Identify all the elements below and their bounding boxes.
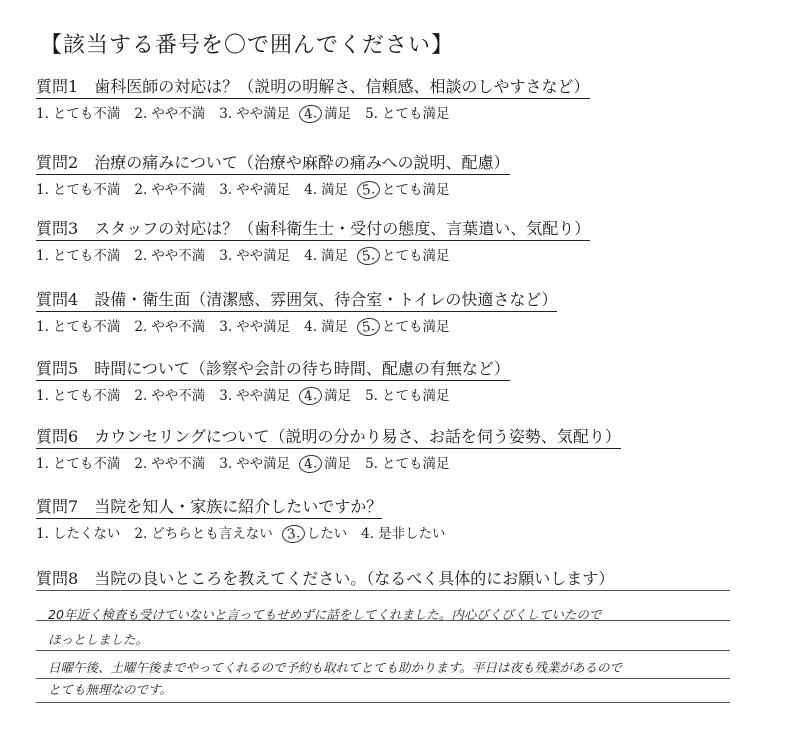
question-number: 質問1 [36, 77, 79, 96]
handwritten-line: ほっとしました。 [48, 632, 149, 647]
question-text: 歯科医師の対応は？（説明の明解さ、信頼感、相談のしやすさなど） [94, 77, 590, 96]
answer-option[interactable] [134, 315, 205, 335]
option-label: 満足 [324, 456, 352, 472]
option-number: 5. [356, 245, 381, 266]
answer-options [36, 102, 696, 123]
option-number: 4. [298, 385, 323, 406]
question-number: 質問6 [36, 427, 79, 446]
question-1 [36, 74, 696, 123]
answer-option[interactable] [36, 384, 120, 404]
answer-options [36, 315, 696, 336]
answer-line [36, 678, 730, 679]
option-number: 4. [298, 103, 323, 124]
question-text: カウンセリングについて（説明の分かり易さ、お話を伺う姿勢、気配り） [94, 427, 621, 446]
answer-line [36, 590, 730, 591]
answer-options [36, 384, 696, 405]
question-text: 治療の痛みについて（治療や麻酔の痛みへの説明、配慮） [94, 153, 510, 172]
answer-option[interactable] [361, 522, 445, 542]
option-label: とても不満 [52, 248, 121, 264]
question-5 [36, 356, 696, 405]
option-number: 2. [134, 526, 148, 542]
answer-option[interactable] [134, 522, 272, 542]
question-text: 当院の良いところを教えてください。（なるべく具体的にお願いします） [94, 569, 615, 588]
option-label: やや不満 [151, 248, 206, 264]
option-number: 4. [304, 248, 318, 264]
option-label: とても満足 [381, 388, 450, 404]
option-number: 2. [134, 456, 148, 472]
question-number: 質問2 [36, 153, 79, 172]
option-number: 3. [219, 248, 233, 264]
question-3 [36, 216, 696, 265]
option-label: とても不満 [52, 106, 121, 122]
answer-line [36, 650, 730, 651]
answer-option-selected[interactable] [304, 102, 351, 123]
option-label: 満足 [324, 106, 352, 122]
answer-option-selected[interactable] [304, 384, 351, 405]
option-label: やや不満 [151, 456, 206, 472]
option-number: 1. [36, 526, 49, 542]
question-number: 質問4 [36, 290, 79, 309]
option-number: 1. [36, 388, 49, 404]
question-title [36, 287, 557, 312]
question-4 [36, 287, 696, 336]
answer-options [36, 522, 696, 543]
answer-option[interactable] [134, 102, 205, 122]
option-label: やや不満 [151, 388, 206, 404]
option-number: 1. [36, 319, 49, 335]
option-number: 5. [365, 388, 378, 404]
answer-option[interactable] [219, 315, 290, 335]
question-title [36, 494, 382, 519]
answer-option[interactable] [36, 244, 120, 264]
answer-option[interactable] [219, 178, 290, 198]
question-6 [36, 424, 696, 473]
option-label: やや不満 [151, 182, 206, 198]
page-title: 【該当する番号を〇で囲んでください】 [40, 33, 455, 58]
option-number: 5. [365, 456, 378, 472]
answer-option[interactable] [36, 315, 120, 335]
question-8 [36, 566, 696, 591]
question-7 [36, 494, 696, 543]
question-title [36, 424, 621, 449]
option-number: 5. [356, 179, 381, 200]
question-2 [36, 150, 696, 199]
option-number: 4. [298, 453, 323, 474]
option-label: やや満足 [236, 182, 291, 198]
answer-line [36, 702, 730, 703]
question-text: 当院を知人・家族に紹介したいですか？ [94, 497, 383, 516]
option-number: 2. [134, 248, 148, 264]
answer-option[interactable] [36, 452, 120, 472]
answer-option-selected[interactable] [362, 178, 449, 199]
option-label: とても不満 [52, 456, 121, 472]
answer-option[interactable] [304, 315, 348, 335]
option-number: 2. [134, 388, 148, 404]
option-number: 3. [219, 388, 233, 404]
option-label: 是非したい [378, 526, 446, 542]
question-title [36, 566, 614, 591]
option-number: 2. [134, 182, 148, 198]
answer-options [36, 244, 696, 265]
option-label: 満足 [321, 182, 349, 198]
answer-option-selected[interactable] [304, 452, 351, 473]
answer-option[interactable] [219, 384, 290, 404]
handwritten-line: とても無理なのです。 [48, 682, 173, 697]
answer-option[interactable] [134, 244, 205, 264]
option-label: やや不満 [151, 106, 206, 122]
answer-option[interactable] [219, 244, 290, 264]
question-number: 質問8 [36, 569, 79, 588]
question-text: 設備・衛生面（清潔感、雰囲気、待合室・トイレの快適さなど） [94, 290, 558, 309]
question-title [36, 150, 510, 175]
option-number: 3. [219, 106, 233, 122]
option-number: 3. [219, 456, 233, 472]
option-label: とても不満 [52, 319, 121, 335]
option-label: とても満足 [381, 106, 450, 122]
option-number: 3. [219, 319, 233, 335]
answer-option[interactable] [304, 244, 348, 264]
answer-option-selected[interactable] [287, 522, 347, 543]
option-label: したくない [52, 526, 121, 542]
answer-options [36, 178, 696, 199]
option-label: やや満足 [236, 456, 291, 472]
option-label: とても不満 [52, 182, 121, 198]
option-label: 満足 [324, 388, 352, 404]
answer-option[interactable] [36, 522, 120, 542]
option-number: 2. [134, 319, 148, 335]
option-label: とても満足 [381, 456, 450, 472]
option-label: やや満足 [236, 248, 291, 264]
option-number: 4. [361, 526, 375, 542]
answer-option[interactable] [365, 384, 449, 404]
question-number: 質問7 [36, 497, 79, 516]
option-label: とても不満 [52, 388, 121, 404]
answer-option[interactable] [219, 452, 290, 472]
option-label: とても満足 [381, 248, 450, 264]
option-number: 3. [281, 523, 306, 544]
option-number: 4. [304, 182, 318, 198]
answer-option[interactable] [36, 178, 120, 198]
handwritten-line: 20年近く検査も受けていないと言ってもせめずに話をしてくれました。内心びくびくしていたので [48, 607, 602, 622]
answer-option[interactable] [304, 178, 348, 198]
option-number: 4. [304, 319, 318, 335]
answer-option[interactable] [365, 102, 449, 122]
answer-option[interactable] [219, 102, 290, 122]
answer-option[interactable] [134, 452, 205, 472]
question-title [36, 216, 590, 241]
answer-option-selected[interactable] [362, 315, 449, 336]
option-number: 3. [219, 182, 233, 198]
option-label: とても満足 [381, 319, 450, 335]
answer-options [36, 452, 696, 473]
option-label: やや満足 [236, 106, 291, 122]
question-number: 質問3 [36, 219, 79, 238]
option-label: やや満足 [236, 319, 291, 335]
option-label: したい [306, 526, 348, 542]
question-text: スタッフの対応は？（歯科衛生士・受付の態度、言葉遣い、気配り） [94, 219, 591, 238]
option-number: 1. [36, 456, 49, 472]
option-label: どちらとも言えない [151, 526, 273, 542]
option-label: やや不満 [151, 319, 206, 335]
answer-option[interactable] [365, 452, 449, 472]
answer-option[interactable] [134, 178, 205, 198]
question-title [36, 356, 510, 381]
answer-option[interactable] [134, 384, 205, 404]
question-title [36, 74, 590, 99]
option-label: 満足 [321, 248, 349, 264]
option-number: 5. [365, 106, 378, 122]
option-label: とても満足 [381, 182, 450, 198]
option-label: 満足 [321, 319, 349, 335]
answer-option[interactable] [36, 102, 120, 122]
option-number: 1. [36, 248, 49, 264]
question-number: 質問5 [36, 359, 79, 378]
option-number: 5. [356, 316, 381, 337]
option-number: 2. [134, 106, 148, 122]
handwritten-line: 日曜午後、土曜午後までやってくれるので予約も取れてとても助かります。平日は夜も残業があるので [48, 660, 623, 675]
option-number: 1. [36, 182, 49, 198]
answer-option-selected[interactable] [362, 244, 449, 265]
option-number: 1. [36, 106, 49, 122]
question-text: 時間について（診察や会計の待ち時間、配慮の有無など） [94, 359, 510, 378]
option-label: やや満足 [236, 388, 291, 404]
